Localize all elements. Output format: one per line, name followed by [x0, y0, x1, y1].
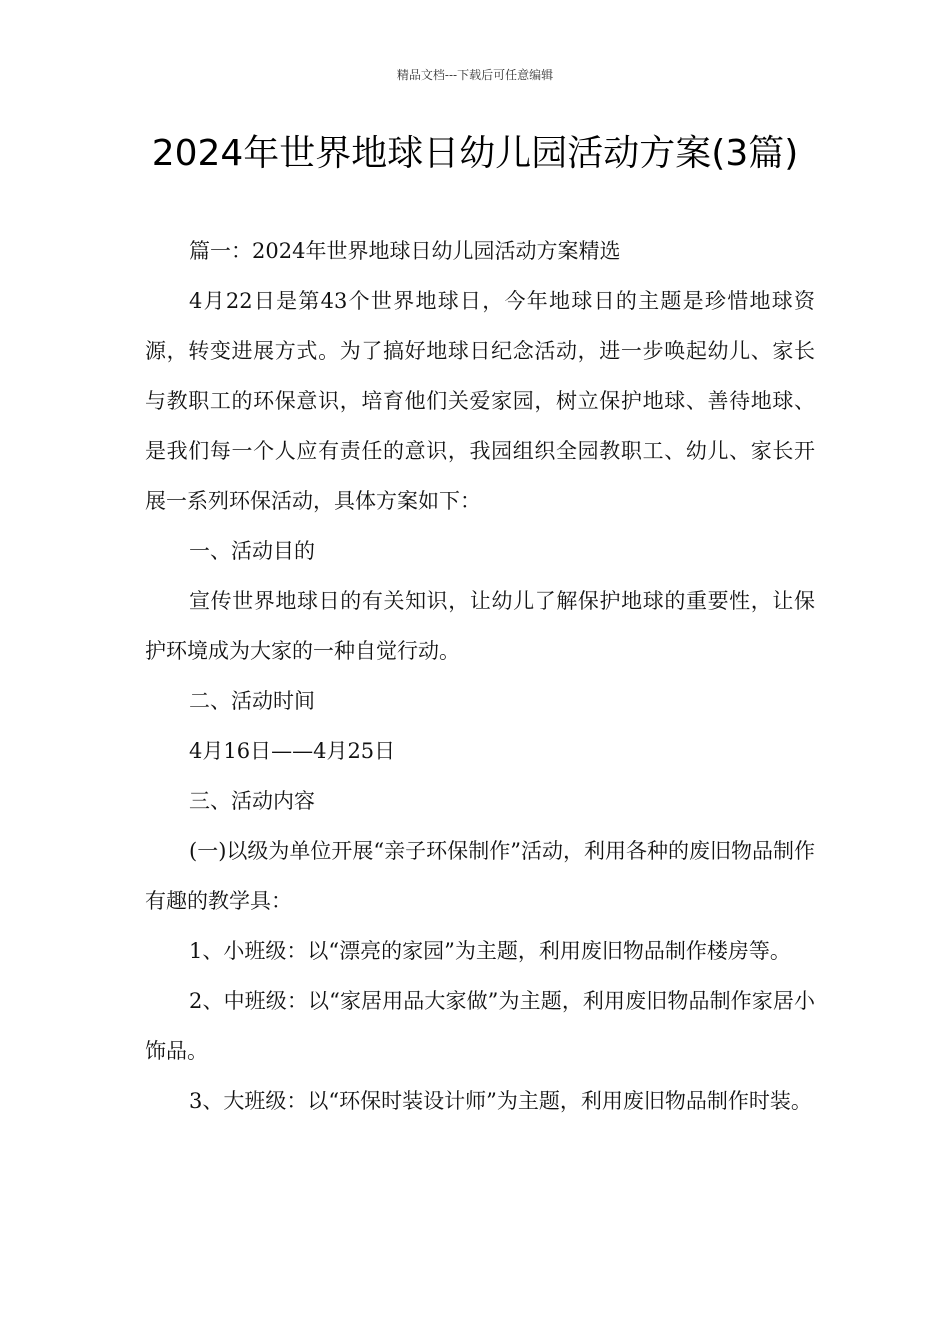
- intro-paragraph: 4月22日是第43个世界地球日，今年地球日的主题是珍惜地球资源，转变进展方式。为了搞好地球日纪念活动，进一步唤起幼儿、家长与教职工的环保意识，培育他们关爱家园，树立保护地球、善待地球、是我们每一个人应有责任的意识，我园组织全园教职工、幼儿、家长开展一系列环保活动，具体方案如下：: [145, 289, 815, 513]
- header-note: 精品文档---下载后可任意编辑: [396, 68, 554, 82]
- goal-paragraph: 宣传世界地球日的有关知识，让幼儿了解保护地球的重要性，让保护环境成为大家的一种自觉行动。: [145, 589, 815, 663]
- document-body: [145, 226, 815, 1126]
- section-heading-goal: 一、活动目的: [189, 539, 315, 563]
- list-item-small-class: 1、小班级：以“漂亮的家园”为主题，利用废旧物品制作楼房等。: [189, 939, 791, 963]
- section-heading-time: 二、活动时间: [189, 689, 315, 713]
- time-paragraph: 4月16日——4月25日: [189, 739, 396, 763]
- content-paragraph: (一)以级为单位开展“亲子环保制作”活动，利用各种的废旧物品制作有趣的教学具：: [145, 839, 815, 913]
- list-item-middle-class: 2、中班级：以“家居用品大家做”为主题，利用废旧物品制作家居小饰品。: [145, 989, 815, 1063]
- list-item-big-class: 3、大班级：以“环保时装设计师”为主题，利用废旧物品制作时装。: [189, 1089, 812, 1113]
- section-heading-part-one: 篇一：2024年世界地球日幼儿园活动方案精选: [189, 239, 621, 263]
- document-title: 2024年世界地球日幼儿园活动方案(3篇): [151, 133, 799, 174]
- section-heading-content: 三、活动内容: [189, 789, 315, 813]
